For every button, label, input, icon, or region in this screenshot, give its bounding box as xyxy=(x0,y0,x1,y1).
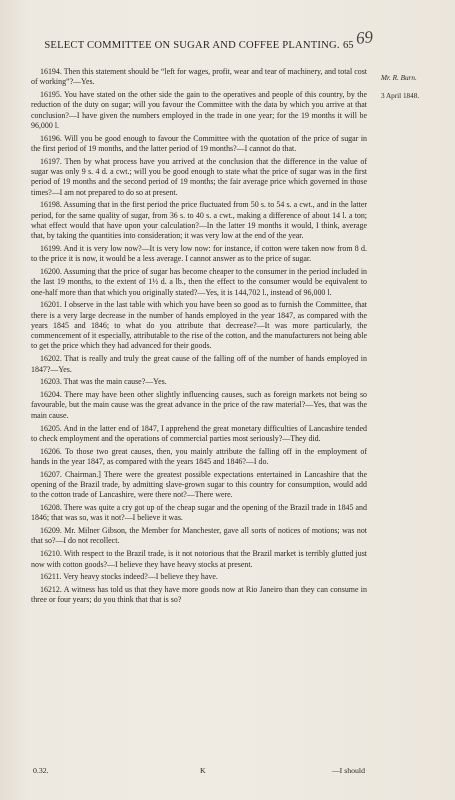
testimony-paragraph: 16211. Very heavy stocks indeed?—I believe they have. xyxy=(40,572,218,582)
page-number: 65 xyxy=(343,40,354,51)
signature-mark: K xyxy=(200,766,206,775)
printer-signature: 0.32. xyxy=(33,766,49,775)
testimony-paragraph: 16208. There was quite a cry got up of the cheap sugar and the opening of the Brazil trade in 1845 and 1846; that was so, was it not?—I believe it was. xyxy=(31,503,367,523)
margin-date: 3 April 1848. xyxy=(381,92,420,100)
testimony-paragraph: 16201. I observe in the last table with which you have been so good as to furnish the Committee, that there is a very large decrease in the number of hands employed in the year 1847, as compared with the years 1845 and 1846; to what do you attribute that decrease?—It was more particularly, the commencement of it especially, attributable to the rise of the cotton, and the manufacturers not being able to get the price which they had advanced for their goods. xyxy=(31,300,367,351)
testimony-paragraph: 16196. Will you be good enough to favour the Committee with the quotation of the price of sugar in the first period of 19 months, and the latter period of 19 months?—I cannot do that. xyxy=(31,133,367,153)
testimony-paragraph: 16199. And it is very low now?—It is very low now: for instance, if cotton were taken now from 8 d. to the price it is now, it would be a less average. I cannot answer as to the price of sugar. xyxy=(31,243,367,264)
testimony-paragraph: 16204. There may have been other slightly influencing causes, such as foreign markets not being so favourable, but the main cause was the great advance in the price of the raw material?—Yes, that was the main cause. xyxy=(31,390,367,420)
testimony-paragraph: 16200. Assuming that the price of sugar has become cheaper to the consumer in the period included in the last 19 months, to the extent of 1½ d. a lb., then the effect to the consumer would be equivalent to one-half more than that which you originally stated?—Yes, it is 144,702 l., instead of 96,000 l. xyxy=(31,267,367,297)
testimony-paragraph: 16194. Then this statement should be “left for wages, profit, wear and tear of machinery, and total cost of working”?—Yes. xyxy=(31,67,367,87)
page-header-title: SELECT COMMITTEE ON SUGAR AND COFFEE PLANTING. xyxy=(44,40,340,51)
testimony-paragraph: 16212. A witness has told us that they have more goods now at Rio Janeiro than they can consume in three or four years; do you think that that is so? xyxy=(31,585,367,605)
testimony-paragraph: 16205. And in the latter end of 1847, I apprehend the great monetary difficulties of Lancashire tended to check employment and the operations of commercial parties most seriously?—They did. xyxy=(31,423,367,443)
handwritten-page-number: 69 xyxy=(355,27,374,48)
testimony-paragraph: 16203. That was the main cause?—Yes. xyxy=(40,377,167,387)
testimony-paragraph: 16207. Chairman.] There were the greatest possible expectations entertained in Lancashire that the opening of the Brazil trade, by admitting slave-grown sugar to this country for consumption, would add to the cotton trade of Lancashire, were there not?—There were. xyxy=(31,469,367,500)
testimony-paragraph: 16206. To those two great causes, then, you mainly attribute the falling off in the employment of hands in the year 1847, as compared with the years 1845 and 1846?—I do. xyxy=(31,446,367,466)
catchword: —I should xyxy=(331,766,365,775)
testimony-body xyxy=(31,67,367,608)
testimony-paragraph: 16195. You have stated on the other side the gain to the operatives and people of this country, by the reduction of the duty on sugar; will you favour the Committee with the data by which you arrive at that conclusion?—I have given the numbers employed in the trade in one year; for the 19 months it will be 96,000 l. xyxy=(31,90,367,130)
testimony-paragraph: 16210. With respect to the Brazil trade, is it not notorious that the Brazil market is terribly glutted just now with cotton goods?—I believe they have heavy stocks at present. xyxy=(31,549,367,569)
testimony-paragraph: 16209. Mr. Milner Gibson, the Member for Manchester, gave all sorts of notices of motions; was not that so?—I do not recollect. xyxy=(31,526,367,546)
testimony-paragraph: 16198. Assuming that in the first period the price fluctuated from 50 s. to 54 s. a cwt., and in the latter period, for the same quality of sugar, from 36 s. to 40 s. a cwt., making a difference of about 14 l. a ton; what effect would that have upon your calculation?—In the latter 19 months it would, I think, average that, by taking the quantities into consideration; it was very low at the end of the year. xyxy=(31,200,367,241)
margin-witness-name: Mr. R. Burn. xyxy=(381,74,417,82)
page-footer xyxy=(33,766,365,778)
testimony-paragraph: 16202. That is really and truly the great cause of the falling off of the number of hands employed in 1847?—Yes. xyxy=(31,354,367,374)
testimony-paragraph: 16197. Then by what process have you arrived at the conclusion that the difference in the value of sugar was only 9 s. 4 d. a cwt.; will you be good enough to state what the price of sugar was in the first period of 19 months and the second period of 19 months; the fair average price which governed in those times?—I am not prepared to do so at present. xyxy=(31,156,367,197)
